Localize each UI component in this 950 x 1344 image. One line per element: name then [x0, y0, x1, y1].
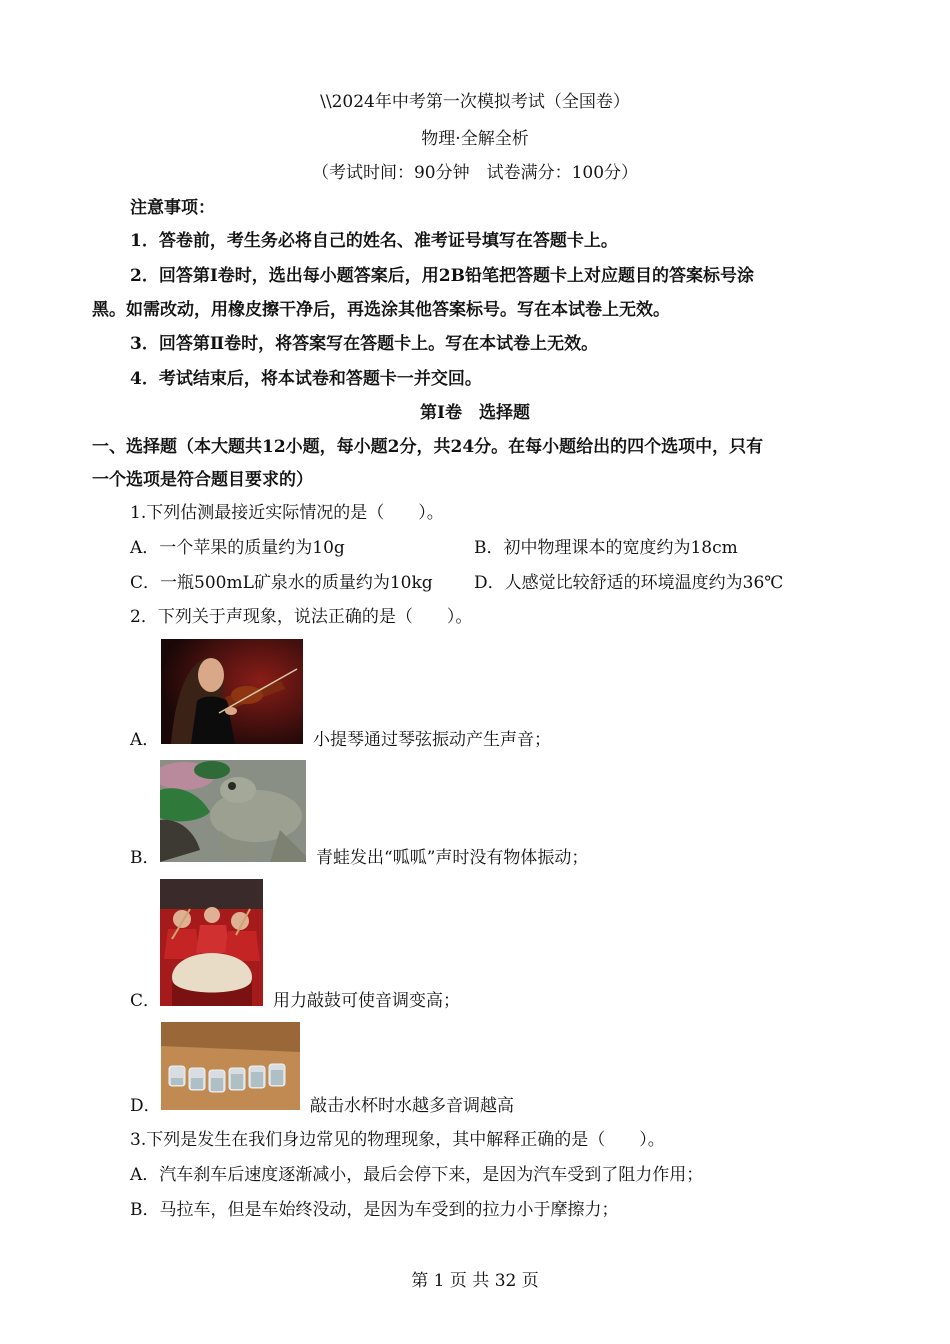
q3-option-b: B．马拉车，但是车始终没动，是因为车受到的拉力小于摩擦力；: [130, 1200, 619, 1220]
notice-item-4: 4．考试结束后，将本试卷和答题卡一并交回。: [130, 369, 482, 389]
q3-option-a: A．汽车刹车后速度逐渐减小，最后会停下来，是因为汽车受到了阻力作用；: [130, 1165, 704, 1185]
section-title: 第Ⅰ卷 选择题: [420, 403, 530, 423]
q1-option-a: A．一个苹果的质量约为10g: [130, 538, 345, 558]
violin-player-photo: [161, 639, 303, 744]
section-intro-line1: 一、选择题（本大题共12小题，每小题2分，共24分。在每小题给出的四个选项中，只有: [92, 437, 764, 457]
notice-item-3: 3．回答第Ⅱ卷时，将答案写在答题卡上。写在本试卷上无效。: [130, 334, 599, 354]
q1-option-c: C．一瓶500mL矿泉水的质量约为10kg: [130, 573, 433, 593]
q2-option-b-text: 青蛙发出“呱呱”声时没有物体振动；: [316, 848, 589, 868]
q1-option-d: D．人感觉比较舒适的环境温度约为36℃: [474, 573, 784, 593]
q2-option-d-letter: D．: [130, 1096, 161, 1116]
notice-item-2-line1: 2．回答第Ⅰ卷时，选出每小题答案后，用2B铅笔把答题卡上对应题目的答案标号涂: [130, 266, 754, 286]
q2-option-c-letter: C．: [130, 991, 161, 1011]
exam-info: （考试时间：90分钟 试卷满分：100分）: [311, 163, 639, 183]
q2-option-a-letter: A．: [130, 730, 160, 750]
frog-photo: [160, 760, 306, 862]
notice-heading: 注意事项：: [130, 198, 215, 218]
exam-subtitle: 物理·全解全析: [421, 129, 529, 149]
q1-option-b: B．初中物理课本的宽度约为18cm: [474, 538, 738, 558]
q2-option-b-letter: B．: [130, 848, 160, 868]
q2-option-c-text: 用力敲鼓可使音调变高；: [273, 991, 460, 1011]
page-number: 第 1 页 共 32 页: [411, 1271, 539, 1291]
q2-option-a-text: 小提琴通过琴弦振动产生声音；: [313, 730, 551, 750]
notice-item-2-line2: 黑。如需改动，用橡皮擦干净后，再选涂其他答案标号。写在本试卷上无效。: [92, 300, 670, 320]
q2-option-d-text: 敲击水杯时水越多音调越高: [310, 1096, 514, 1116]
q3-stem: 3.下列是发生在我们身边常见的物理现象，其中解释正确的是（ ）。: [130, 1130, 665, 1150]
notice-item-1: 1．答卷前，考生务必将自己的姓名、准考证号填写在答题卡上。: [130, 231, 618, 251]
exam-title: \\2024年中考第一次模拟考试（全国卷）: [320, 92, 630, 112]
q2-stem: 2．下列关于声现象，说法正确的是（ ）。: [130, 607, 473, 627]
drum-photo: [160, 879, 263, 1006]
q1-stem: 1.下列估测最接近实际情况的是（ ）。: [130, 503, 444, 523]
water-glasses-photo: [161, 1022, 300, 1110]
section-intro-line2: 一个选项是符合题目要求的）: [92, 470, 313, 490]
